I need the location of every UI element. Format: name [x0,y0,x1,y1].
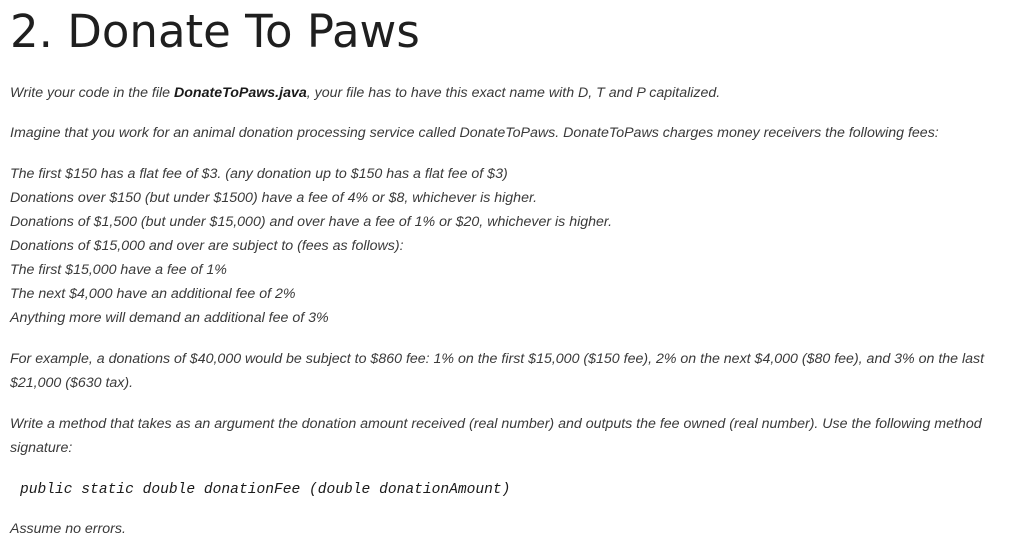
fee-rule-2: Donations over $150 (but under $1500) have a fee of 4% or $8, whichever is higher. [10,190,538,206]
fee-rule-6: The next $4,000 have an additional fee of 2% [10,286,296,302]
method-signature-code: public static double donationFee (double donationAmount) [20,482,511,498]
page-title: 2. Donate To Paws [10,5,420,58]
fee-rule-5: The first $15,000 have a fee of 1% [10,262,227,278]
intro-paragraph [10,81,1016,105]
scenario-paragraph: Imagine that you work for an animal donation processing service called DonateToPaws. DonateToPaws charges money receivers the following fees: [10,125,939,141]
fee-rule-3: Donations of $1,500 (but under $15,000) and over have a fee of 1% or $20, whichever is higher. [10,214,613,230]
fee-rule-1: The first $150 has a flat fee of $3. (any donation up to $150 has a flat fee of $3) [10,166,508,182]
closing-paragraph: Assume no errors. [10,521,126,537]
intro-text-before: Write your code in the file [10,85,175,101]
fee-rule-4: Donations of $15,000 and over are subject to (fees as follows): [10,238,404,254]
task-paragraph: Write a method that takes as an argument the donation amount received (real number) and outputs the fee owned (real number). Use the following method signature: [10,416,982,456]
filename-bold: DonateToPaws.java [174,85,307,101]
fee-rule-7: Anything more will demand an additional fee of 3% [10,310,329,326]
intro-text-after: , your file has to have this exact name with D, T and P capitalized. [306,85,721,101]
example-paragraph: For example, a donations of $40,000 would be subject to $860 fee: 1% on the first $15,000 ($150 fee), 2% on the next $4,000 ($80 fee), and 3% on the last $21,000 ($630 tax). [10,351,985,391]
